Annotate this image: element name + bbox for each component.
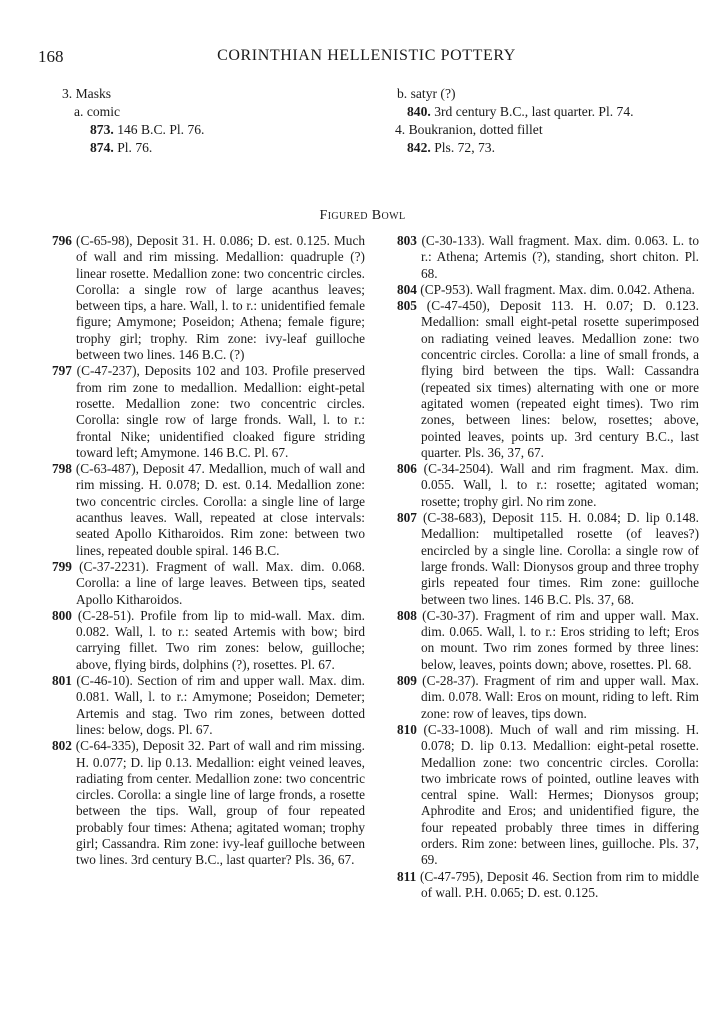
catalog-entry xyxy=(52,559,365,608)
entry-text: (C-65-98), Deposit 31. H. 0.086; D. est. 0.125. Much of wall and rim missing. Medallion: quadruple (?) linear rosette. Medallion zone: two concentric circles. Corolla: a single row of large acanthus leaves; between tips, a hare. Wall, l. to r.: unidentified female figure; Amymone; Poseidon; Athena; female figure; trophy girl; trophy. Rim zone: ivy-leaf guilloche between two lines. 146 B.C. (?) xyxy=(71,233,365,363)
entry-number: 806 xyxy=(397,461,417,477)
index-item xyxy=(395,139,695,157)
index-item xyxy=(62,121,352,139)
index-item-number: 874. xyxy=(90,140,114,155)
entry-text: (C-46-10). Section of rim and upper wall. Max. dim. 0.081. Wall, l. to r.: Amymone; Poseidon; Demeter; Artemis and stag. Two rim zones, between dotted lines: below, dogs. Pl. 67. xyxy=(71,673,365,737)
catalog-column-right xyxy=(397,233,699,901)
entry-text: (CP-953). Wall fragment. Max. dim. 0.042. Athena. xyxy=(416,281,695,297)
entry-text: (C-63-487), Deposit 47. Medallion, much of wall and rim missing. H. 0.078; D. est. 0.14. Medallion zone: two concentric circles. Corolla: a single line of large acanthus leaves. Wall, repeated at close intervals: seated Apollo Kitharoidos. Rim zone: between two lines, repeated double spiral. 146 B.C. xyxy=(71,461,365,558)
entry-number: 805 xyxy=(397,298,417,314)
index-group-boukranion: 4. Boukranion, dotted fillet xyxy=(395,122,543,137)
catalog-entry xyxy=(52,461,365,559)
entry-number: 798 xyxy=(52,461,72,477)
entry-number: 809 xyxy=(397,673,417,689)
index-item-text: Pls. 72, 73. xyxy=(430,140,496,155)
entry-number: 799 xyxy=(52,558,72,574)
index-group-masks: 3. Masks xyxy=(62,86,112,101)
index-item xyxy=(62,139,352,157)
entry-number: 807 xyxy=(397,510,417,526)
catalog-entry xyxy=(397,673,699,722)
index-item xyxy=(395,103,695,121)
entry-number: 802 xyxy=(52,738,72,754)
entry-text: (C-34-2504). Wall and rim fragment. Max. dim. 0.055. Wall, l. to r.: rosette; agitated woman; rosette; trophy girl. No rim zone. xyxy=(416,461,699,509)
catalog-entry xyxy=(52,738,365,868)
entry-text: (C-47-237), Deposits 102 and 103. Profile preserved from rim zone to medallion. Medallion: eight-petal rosette. Medallion zone: two concentric circles. Corolla: single row of large fronds. Wall, l. to r.: frontal Nike; unidentified cloaked figure striding toward left; Amymone. 146 B.C. Pl. 67. xyxy=(71,363,365,460)
entry-text: (C-47-450), Deposit 113. H. 0.07; D. 0.123. Medallion: small eight-petal rosette superimposed on radiating veined leaves. Medallion zone: two concentric circles. Corolla: a line of small fronds, a flying bird between the tips. Wall: Cassandra (repeated six times) alternating with one or more agitated women (repeated eight times). Two rim zones, between lines: below, rosettes; above, pointed leaves, points up. 3rd century B.C., last quarter. Pls. 36, 37, 67. xyxy=(416,298,699,460)
entry-number: 797 xyxy=(52,363,72,379)
entry-text: (C-37-2231). Fragment of wall. Max. dim. 0.068. Corolla: a line of large leaves. Between tips, seated Apollo Kitharoidos. xyxy=(71,558,365,607)
entry-text: (C-30-133). Wall fragment. Max. dim. 0.063. L. to r.: Athena; Artemis (?), standing, short chiton. Pl. 68. xyxy=(416,233,699,281)
index-left xyxy=(62,85,352,157)
entry-text: (C-33-1008). Much of wall and rim missing. H. 0.078; D. lip 0.13. Medallion: eight-petal rosette. Medallion zone: two concentric circles. Corolla: two imbricate rows of pointed, outline leaves with central spine. Wall: Hermes; Dionysos group; Aphrodite and Eros; and unidentified figure, the four repeated probably three times in differing orders. Rim zone: between lines, guilloche. Pls. 37, 69. xyxy=(416,721,699,868)
catalog-entry xyxy=(397,869,699,902)
entry-number: 810 xyxy=(397,721,417,737)
entry-number: 811 xyxy=(397,868,417,884)
catalog-entry xyxy=(52,363,365,461)
catalog-entry xyxy=(397,608,699,673)
index-sub-comic: a. comic xyxy=(74,104,121,119)
index-item-number: 840. xyxy=(407,104,431,119)
entry-number: 803 xyxy=(397,233,417,248)
entry-number: 796 xyxy=(52,233,72,248)
index-sub-satyr: b. satyr (?) xyxy=(397,86,456,101)
index-item-text: 3rd century B.C., last quarter. Pl. 74. xyxy=(430,104,634,119)
entry-number: 801 xyxy=(52,673,72,689)
catalog-entry xyxy=(397,461,699,510)
catalog-entry xyxy=(397,282,699,298)
entry-number: 808 xyxy=(397,607,417,623)
entry-text: (C-38-683), Deposit 115. H. 0.084; D. lip 0.148. Medallion: multipetalled rosette (of leaves?) encircled by a single line. Corolla: a single row of large fronds. Wall: Dionysos group and three trophy girls repeated four times. Rim zone: guilloche between two lines. 146 B.C. Pls. 37, 68. xyxy=(416,510,699,607)
index-item-number: 873. xyxy=(90,122,114,137)
page-number: 168 xyxy=(38,47,64,66)
catalog-entry xyxy=(52,233,365,363)
entry-number: 804 xyxy=(397,281,417,297)
catalog-entry xyxy=(52,608,365,673)
catalog-column-left xyxy=(52,233,365,869)
index-item-text: 146 B.C. Pl. 76. xyxy=(113,122,205,137)
catalog-entry xyxy=(397,233,699,282)
entry-number: 800 xyxy=(52,607,72,623)
catalog-entry xyxy=(397,510,699,608)
section-title: Figured Bowl xyxy=(319,208,406,223)
index-item-text: Pl. 76. xyxy=(113,140,153,155)
entry-text: (C-28-51). Profile from lip to mid-wall. Max. dim. 0.082. Wall, l. to r.: seated Artemis with bow; bird carrying fillet. Two rim zones: below, guilloche; above, flying birds, dolphins (?), rosettes. Pl. 67. xyxy=(71,607,365,672)
page-header xyxy=(38,47,695,69)
entry-text: (C-28-37). Fragment of rim and upper wall. Max. dim. 0.078. Wall: Eros on mount, riding to left. Rim zone: row of leaves, tips down. xyxy=(416,673,699,721)
index-item-number: 842. xyxy=(407,140,431,155)
entry-text: (C-64-335), Deposit 32. Part of wall and rim missing. H. 0.077; D. lip 0.13. Medallion: eight veined leaves, radiating from center. Medallion zone: two concentric circles. Corolla: a single line of large fronds, a rosette between the tips. Wall, group of four repeated probably four times: Athena; agitated woman; trophy girl; Cassandra. Rim zone: ivy-leaf guilloche between two lines. 3rd century B.C., last quarter? Pls. 36, 67. xyxy=(71,738,365,868)
entry-text: (C-30-37). Fragment of rim and upper wall. Max. dim. 0.065. Wall, l. to r.: Eros striding to left; Eros on mount. Two rim zones formed by three lines: below, leaves, points down; above, rosettes. Pl. 68. xyxy=(416,607,699,672)
catalog-entry xyxy=(52,673,365,738)
catalog-entry xyxy=(397,722,699,869)
catalog-entry xyxy=(397,298,699,461)
running-head: CORINTHIAN HELLENISTIC POTTERY xyxy=(217,47,516,64)
index-right xyxy=(395,85,695,157)
entry-text: (C-47-795), Deposit 46. Section from rim to middle of wall. P.H. 0.065; D. est. 0.125. xyxy=(416,868,699,900)
